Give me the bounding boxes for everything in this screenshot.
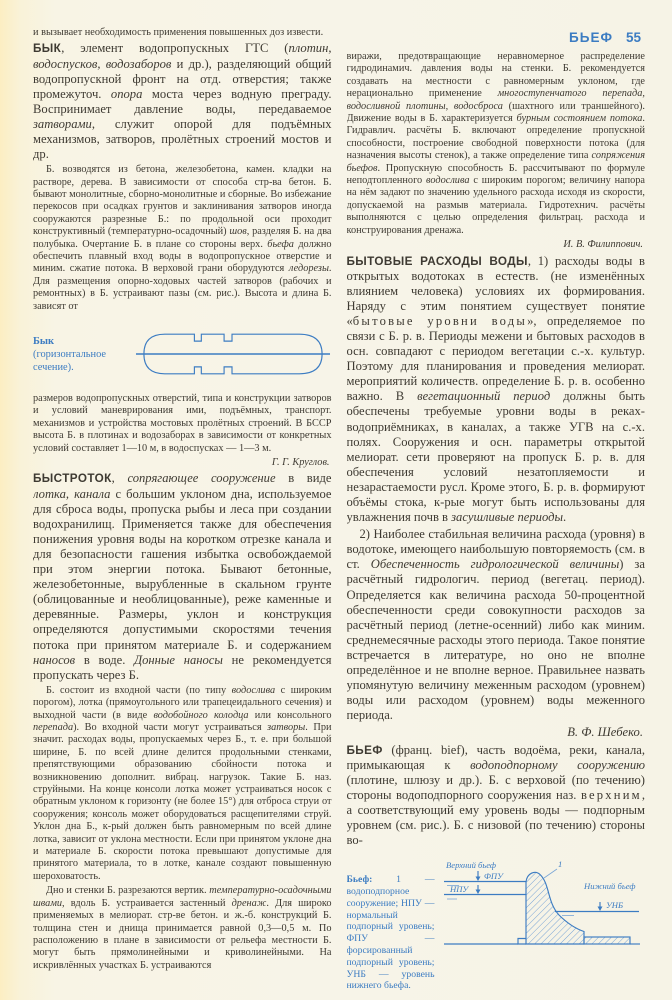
apron-slab: [584, 937, 630, 944]
npu-arrowhead: [475, 890, 480, 895]
author-signature-kruglov: Г. Г. Круглов.: [271, 457, 330, 469]
reference-leader-line: [544, 869, 557, 878]
figure-bief-caption: Бьеф: 1 — водоподпорное сооружение; НПУ — нормальный подпорный уровень; ФПУ — форсированный подпорный уровень; УНБ — уровень нижнего бьефа.: [346, 874, 435, 992]
bystrotok-detail-paragraph-2: Дно и стенки Б. разрезаются вертик. температурно-осадочными швами, вдоль Б. устраивается застенный дренаж. Для широко применяемых в мелиорат. стр-ве бетон. и ж.-б. конструкций Б. толщина стен и днища принимается равной 0,3—0,5 м. По расположению в плане в зависимости от рельефа местности Б. могут быть прямолинейными и криволинейными. На искривлённых участках Б. устраиваются: [33, 885, 332, 971]
entry-bytovye-rashody: БЫТОВЫЕ РАСХОДЫ ВОДЫ, 1) расходы воды в открытых водотоках в естеств. (не изменённых влиянием человека) условиях их формирования. Наряду с этим понятием существует понятие «бытовые уровни воды», определяемое по связи с Б. р. в. Периоды межени и бытовых расходов в осн. совпадают с периодом вегетации с.-х. культур. Поэтому для планирования и проведения мелиорат. мероприятий количеств. определение Б. р. в. особенно важно. В вегетационный период должны быть обеспечены требуемые уровни воды в реках-водоприёмниках, в каналах, а также УГВ на с.-х. полях. Сооружения и осн. параметры открытой мелиорат. сети проверяют на пропуск Б. р. в. для обеспечения условий незатопляемости и незарастаемости русл. Кроме этого, Б. р. в. формируют объёмы стока, к-рые могут быть использованы для увлажнения почв в засушливые периоды.: [346, 253, 645, 525]
byk-section-diagram: [135, 325, 331, 383]
page-number: 55: [625, 30, 641, 45]
left-column: [33, 27, 332, 992]
byk-detail-paragraph-1: Б. возводятся из бетона, железобетона, камен. кладки на растворе, дерева. В зависимости от способа стр-ва бетон. Б. бывают монолитные, сборно-монолитные и сборные. Во избежание перекосов при осадках грунтов и заклинивания затворов иногда сооружаются разрезные Б.: по продольной оси проходит конструктивный (температурно-осадочный) шов, разделяя Б. на два полубыка. Очертание Б. в плане со стороны верх. бьефа должно обеспечить плавный вход воды в водопропускное отверстие и миним. сжатие потока. В верховой грани оборудуются ледорезы. Для размещения опорно-ходовых частей затворов (рабочих и ремонтных) в Б. устраивают пазы (см. рис.). Высота и длина Б. зависят от: [33, 164, 332, 312]
right-column: [347, 27, 646, 992]
dam-body: [526, 873, 584, 945]
figure-bief: [347, 858, 646, 992]
entry-bief: БЬЕФ (франц. bief), часть водоёма, реки, канала, примыкающая к водоподпорному сооружению (плотине, шлюзу и др.). Б. с верховой (по течению) стороны водоподпорного сооружения наз. верхним, а соответствующий ему уровень воды — подпорным уровнем (см. рис.). Б. с низовой (по течению) стороны во-: [346, 742, 645, 848]
fpu-label: ФПУ: [483, 871, 503, 882]
author-signature-filippovich: И. В. Филиппович.: [563, 239, 643, 251]
figure-byk-caption: Бык (горизонтальное сечение).: [33, 335, 107, 373]
author-signature-shebeko: В. Ф. Шебеко.: [567, 725, 643, 740]
upper-pool-label: Верхний бьеф: [445, 860, 496, 871]
lower-pool-label: Нижний бьеф: [583, 881, 635, 892]
dam-left-footing: [518, 939, 526, 945]
dam-reference-number: 1: [557, 859, 562, 870]
unb-label: УНБ: [605, 900, 623, 911]
running-head-title: БЬЕФ: [569, 30, 613, 45]
npu-label: НПУ: [449, 884, 468, 895]
bystrotok-continuation-paragraph: виражи, предотвращающие неравномерное распределение гидродинамич. давления воды на стенки. Б. рекомендуется создавать на местности с равномерным уклоном, где нерационально применение многоступенчатого перепада, водосливной плотины, водосброса (шахтного или траншейного). Движение воды в Б. характеризуется бурным состоянием потока. Гидравлич. расчёты Б. включают определение пропускной способности, построение свободной поверхности потока (для назначения высоты стенок), а также определение типа сопряжения бьефов. Пропускную способность Б. рассчитывают по формуле неподтопленного водослива с широким порогом; величину напора на нём задают по значению удельного расхода исходя из скорости, допускаемой на размыв материала. Гидротехнич. расчёты выполняются с целью определения фильтрац. расхода и конструирования дренажа.: [346, 51, 645, 236]
entry-bystrotok: БЫСТРОТОК, сопрягающее сооружение в виде лотка, канала с большим уклоном дна, используемое для сброса воды, пропуска рыбы и леса при создании водохранилищ. Применяется также для обеспечения понижения уровня воды на коротком отрезке канала и для безопасности гашения избытка освобождаемой при этом энергии потока. Бывают бетонные, железобетонные, вырубленные в скальном грунте (облицованные и необлицованные), реже каменные и деревянные. Размеры, уклон и конструкция определяются допустимыми скоростями течения потока при принятом материале Б. и содержанием наносов в воде. Донные наносы не рекомендуется пропускать через Б.: [33, 471, 332, 682]
figure-byk: [33, 325, 332, 383]
fpu-arrowhead: [475, 877, 480, 882]
bief-dam-diagram: [442, 858, 642, 958]
bytovye-part-2-paragraph: 2) Наиболее стабильная величина расхода (уровня) в водотоке, имеющего наибольшую повторяемость (см. в ст. Обеспеченность гидрологической величины) за расчётный гидрологич. период (вегетац. период). Определяется как величина расхода 50-процентной обеспеченности среди совокупности расходов за расчётный период (летне-осенний) либо как миним. среднемесячные расходы этого периода. Такое понятие встречается в литературе, но оно не вполне определённое и не вполне верное. Правильнее назвать упомянутую величину меженным расходом (уровнем) воды или расходом (уровнем) воды меженного периода.: [346, 527, 645, 723]
running-head: [569, 30, 641, 45]
byk-detail-paragraph-2: размеров водопропускных отверстий, типа и конструкции затворов и условий маневрирования ими, подъёмных, транспорт. механизмов и устройства мостовых пролётных строений. В БССР высота Б. в плотинах и водозаборах в зависимости от конкретных условий составляет 1—10 м, в водоспусках — 1—3 м.: [33, 393, 332, 454]
text-columns: [33, 27, 645, 992]
entry-byk: БЫК, элемент водопропускных ГТС (плотин, водоспусков, водозаборов и др.), разделяющий общий водопропускной фронт на отд. отверстия; также промежуточ. опора моста через водную преграду. Воспринимает давление воды, передаваемое затворами, служит опорой для подъёмных механизмов, затворов, пролётных строений мостов и др.: [33, 41, 332, 162]
paragraph-continuation: и вызывает необходимость применения повышенных доз извести.: [33, 27, 324, 38]
bystrotok-detail-paragraph-1: Б. состоит из входной части (по типу водослива с широким порогом), лотка (прямоугольного или трапецеидального сечения) и выходной части (в виде водобойного колодца или консольного перепада). Во входной части могут устраиваться затворы. При значит. расходах воды, пропускаемых через Б., т. е. при большой ширине, Б. по всей длине делится продольными стенками, препятствующими образованию сбойности потока и возникновению дополнит. вибрац. нагрузок. Такие Б. наз. струйными. На конце консоли лотка может устраиваться носок с обратным уклоном к горизонту (не более 15°) для отброса струи от сооружения; консоль может оборудоваться расщепителями струй. Уклон дна Б., к-рый должен быть равномерным по всей длине лотка, зависит от уклона местности. Если при принятом уклоне дна и материале Б. скорости потока превышают допустимые для принятого материала, то в лотке, канале создают повышенную шероховатость.: [33, 684, 332, 882]
unb-arrowhead: [597, 907, 602, 912]
